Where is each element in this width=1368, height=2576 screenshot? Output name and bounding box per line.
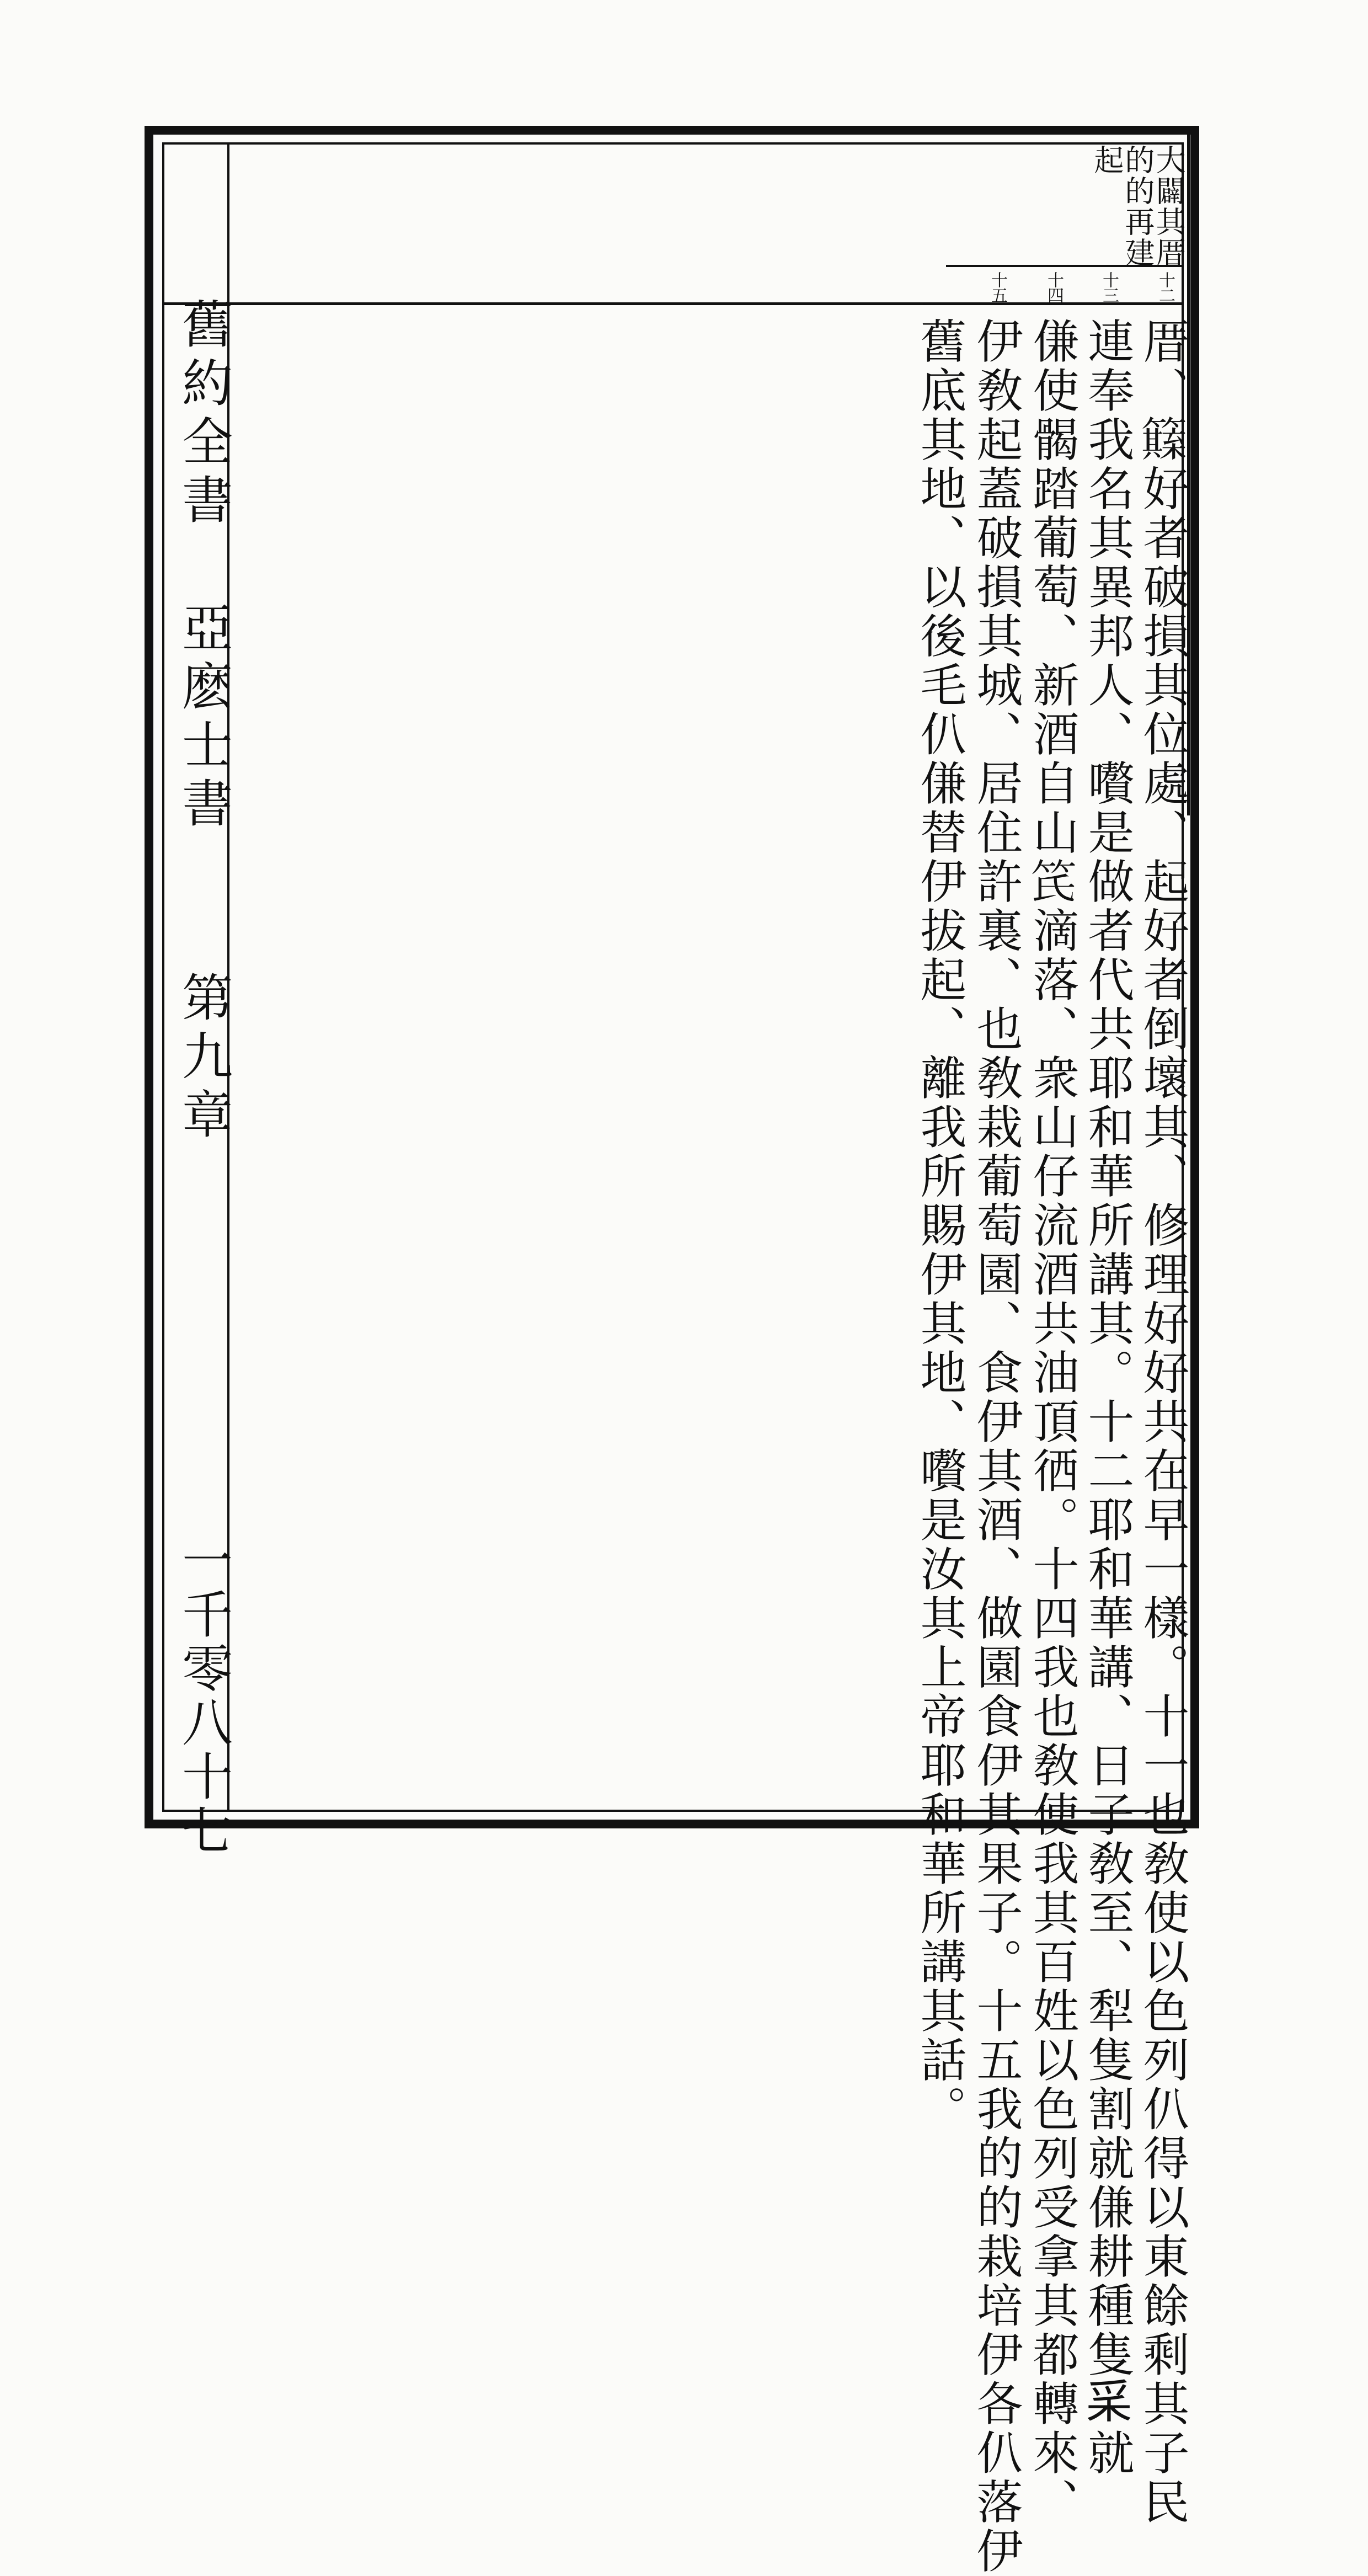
- header-note-2: 的的再建: [1120, 145, 1155, 268]
- text-line-1: 厝、𥶺好者破損其位處、起好者倒壞其、修理好好共在早一樣。十一也敎使以色列仈得以東餘剩其子民: [1136, 317, 1190, 2527]
- verse-number: 十五: [988, 271, 1007, 302]
- text-line-3: 傔使𩩲踏葡萄、新酒自山𥫽滴落、衆山仔流酒共油頂徆。十四我也敎使我其百姓以色列受拿其都轉來、: [1025, 317, 1080, 2527]
- margin-book-name: 亞麽士書: [174, 601, 233, 835]
- verse-number: 十三: [1099, 271, 1119, 302]
- text-line-2: 連奉我名其異邦人、嚽是做者代共耶和華所講其。十二耶和華講、日子敎至、犁隻割就傔耕種隻𥝩就: [1081, 317, 1135, 2478]
- verse-number: 十二: [1156, 271, 1175, 302]
- margin-page-number: 一千零八十七: [174, 1534, 233, 1858]
- header-note-1: 大闢其厝: [1151, 145, 1186, 268]
- text-line-4: 伊敎起蓋破損其城、居住許裏、也敎栽葡萄園、食伊其酒、做園食伊其果子。十五我的的栽培伊各仈落伊: [969, 317, 1023, 2576]
- margin-chapter: 第九章: [174, 971, 233, 1146]
- text-line-5: 舊底其地、以後毛仈傔替伊拔起、離我所賜伊其地、嚽是汝其上帝耶和華所講其話。: [913, 317, 967, 2134]
- header-rule: [162, 302, 1184, 305]
- verse-number: 十四: [1044, 271, 1064, 302]
- margin-book-title: 舊約全書: [174, 298, 233, 532]
- header-note-3: 起: [1089, 145, 1124, 175]
